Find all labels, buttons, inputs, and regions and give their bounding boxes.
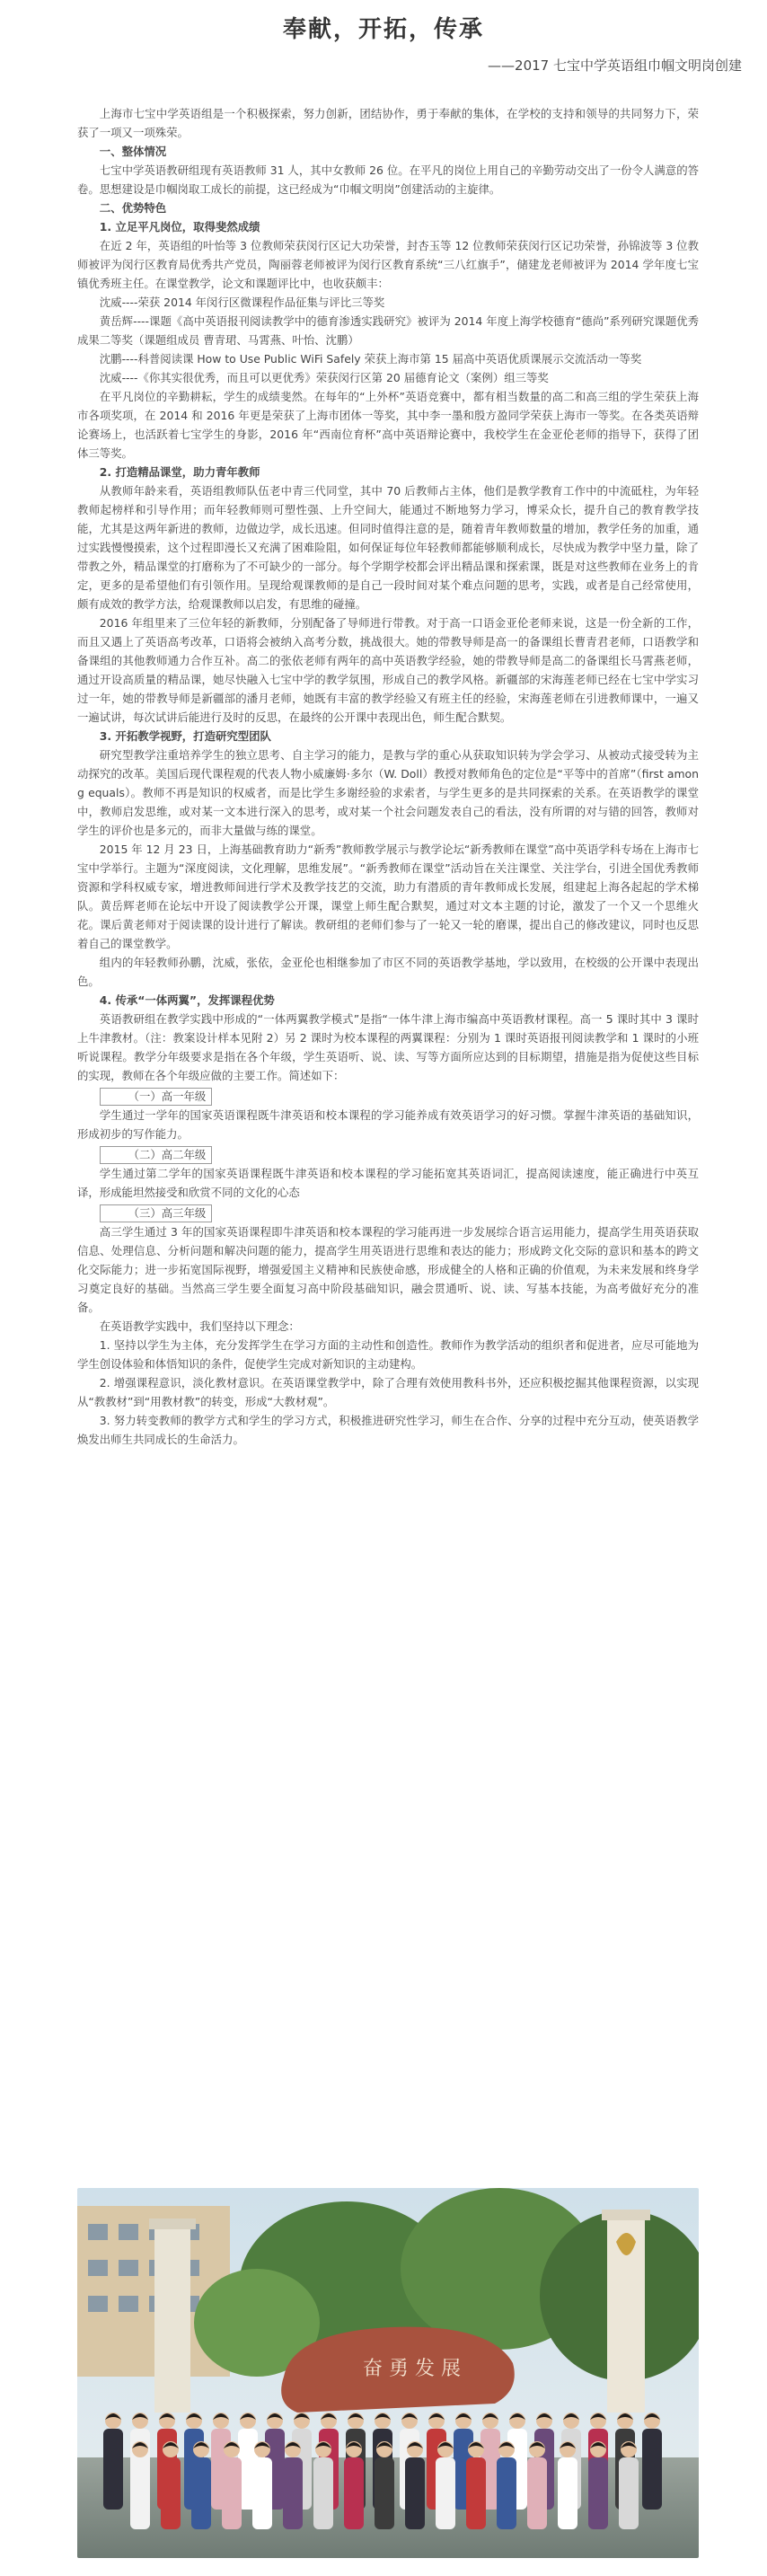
person-figure — [252, 2457, 272, 2529]
person-figure — [375, 2457, 394, 2529]
sub-heading: 1. 立足平凡岗位，取得斐然成绩 — [99, 220, 260, 234]
paragraph: 研究型教学注重培养学生的独立思考、自主学习的能力，是教与学的重心从获取知识转为学会学习、从被动式接受转为主动探究的改革。美国后现代课程观的代表人物小威廉姆·多尔（W. Doll）教授对教师角色的定位是“平等中的首席”（first among equals）。教师不再是知识的权威者，而是比学生多谢经验的求索者，与学生更多的是共同探索的关系。在英语教学的课堂中，教师启发思维，或对某一文本进行深入的思考，或对某一个社会问题发表自己的看法，没有所谓的对与错的回答，教师对学生的评价也是多元的，而非大量做与练的课堂。 — [77, 748, 699, 837]
paragraph: 沈威----荣获 2014 年闵行区微课程作品征集与评比三等奖 — [99, 296, 385, 309]
paragraph: 在平凡岗位的辛勤耕耘，学生的成绩斐然。在每年的“上外杯”英语竞赛中，都有相当数量的高二和高三组的学生荣获上海市各项奖项，在 2014 和 2016 年更是荣获了上海市团体一等奖，其中李一墨和殷方盈同学荣获上海市一等奖。在各类英语辩论赛场上，也活跃着七宝学生的身影，2016 年“西南位育杯”高中英语辩论赛中，我校学生在金亚伦老师的指导下，获得了团体三等奖。 — [77, 390, 699, 460]
paragraph: 沈鹏----科普阅读课 How to Use Public WiFi Safely 荣获上海市第 15 届高中英语优质课展示交流活动一等奖 — [99, 352, 642, 366]
paragraph: 高三学生通过 3 年的国家英语课程即牛津英语和校本课程的学习能再进一步发展综合语言运用能力，提高学生用英语获取信息、处理信息、分析问题和解决问题的能力，提高学生用英语进行思维和表达的能力；形成跨文化交际的意识和基本的跨文化交际能力；进一步拓宽国际视野，增强爱国主义精神和民族使命感，形成健全的人格和正确的价值观，为未来发展和终身学习奠定良好的基础。当然高三学生要全面复习高中阶段基础知识，融会贯通听、说、读、写基本技能，为高考做好充分的准备。 — [77, 1225, 699, 1314]
paragraph: 在英语教学实践中，我们坚持以下理念： — [99, 1319, 300, 1333]
paragraph: 3. 努力转变教师的教学方式和学生的学习方式，积极推进研究性学习，师生在合作、分享的过程中充分互动，使英语教学焕发出师生共同成长的生命活力。 — [77, 1414, 699, 1446]
person-figure — [283, 2457, 303, 2529]
group-photo-illustration — [77, 2188, 699, 2558]
person-figure — [436, 2457, 455, 2529]
person-figure — [588, 2457, 608, 2529]
sub-heading: 4. 传承“一体两翼”，发挥课程优势 — [99, 993, 275, 1007]
person-figure — [344, 2457, 364, 2529]
person-figure — [527, 2457, 547, 2529]
article-title: 奉献，开拓，传承 — [282, 16, 484, 43]
paragraph: 英语教研组在教学实践中形成的“一体两翼教学模式”是指“一体牛津上海市编高中英语教材课程。高一 5 课时其中 3 课时上牛津教材。（注：教案设计样本见附 2）另 2 课时为校本课程的两翼课程：分别为 1 课时英语报刊阅读教学和 1 课时的小班听说课程。教学分年级要求是指在各个年级，学生英语听、说、读、写等方面所应达到的目标期望，措施是指为促使这些目标的实现，教师在各个年级应做的主要工作。简述如下： — [77, 1012, 699, 1082]
paragraph: 组内的年轻教师孙鹏，沈威，张依，金亚伦也相继参加了市区不同的英语教学基地，学以致用，在校级的公开课中表现出色。 — [77, 956, 699, 988]
person-figure — [619, 2457, 639, 2529]
paragraph: 2. 增强课程意识，淡化教材意识。在英语课堂教学中，除了合理有效使用教科书外，还应积极挖掘其他课程资源，以实现从“教教材”到“用教材教”的转变，形成“大教材观”。 — [77, 1376, 699, 1408]
person-figure — [558, 2457, 577, 2529]
paragraph: 1. 坚持以学生为主体，充分发挥学生在学习方面的主动性和创造性。教师作为教学活动的组织者和促进者，应尽可能地为学生创设体验和体悟知识的条件，促使学生完成对新知识的主动建构。 — [77, 1338, 699, 1371]
person-figure — [191, 2457, 211, 2529]
grade-heading: （一）高一年级 — [100, 1088, 213, 1106]
person-figure — [130, 2457, 150, 2529]
paragraph: 上海市七宝中学英语组是一个积极探索，努力创新，团结协作，勇于奉献的集体，在学校的支持和领导的共同努力下，荣获了一项又一项殊荣。 — [77, 107, 699, 139]
paragraph: 在近 2 年，英语组的叶怡等 3 位教师荣获闵行区记大功荣誉，封杏玉等 12 位教师荣获闵行区记功荣誉，孙锦波等 3 位教师被评为闵行区教育局优秀共产党员，陶丽蓉老师被评为闵行区教育系统“三八红旗手”，储建龙老师被评为 2014 学年度七宝镇优秀班主任。在课堂教学，论文和课题评比中，也收获颇丰： — [77, 239, 699, 290]
grade-heading: （三）高三年级 — [100, 1204, 213, 1222]
person-figure — [313, 2457, 333, 2529]
grade-heading: （二）高二年级 — [100, 1146, 213, 1164]
sub-heading: 2. 打造精品课堂，助力青年教师 — [99, 465, 260, 479]
article-subtitle: ——2017 七宝中学英语组巾帼文明岗创建 — [488, 57, 742, 74]
group-photo — [77, 2188, 699, 2558]
text-block-1 — [77, 104, 699, 1449]
person-figure — [405, 2457, 425, 2529]
paragraph: 从教师年龄来看，英语组教师队伍老中青三代同堂，其中 70 后教师占主体，他们是教学教育工作中的中流砥柱，为年轻教师起榜样和引导作用；而年轻教师则可塑性强、上升空间大，能通过不断地努力学习，博采众长，提升自己的教育教学技能，尤其是这两年新进的教师，边做边学，成长迅速。但同时值得注意的是，随着青年教师数量的增加，教学任务的加重，通过实践慢慢摸索，这个过程即漫长又充满了困难险阻，如何保证每位年轻教师都能够顺利成长，尽快成为教学中坚力量，除了带教之外，精品课堂的打磨称为了不可缺少的一部分。每个学期学校都会评出精品课和探索课，既是对这些教师在业务上的肯定，更多的是希望他们有引领作用。呈现给观课教师的是自己一段时间对某个难点问题的思考，实践，或者是自己经常使用，颇有成效的教学方法，给观课教师以启发，有思维的碰撞。 — [77, 484, 699, 611]
section-heading: 一、整体情况 — [99, 145, 167, 158]
person-figure — [222, 2457, 242, 2529]
paragraph: 学生通过一学年的国家英语课程既牛津英语和校本课程的学习能养成有效英语学习的好习惯。掌握牛津英语的基础知识，形成初步的写作能力。 — [77, 1108, 699, 1141]
person-figure — [161, 2457, 181, 2529]
paragraph: 学生通过第二学年的国家英语课程既牛津英语和校本课程的学习能拓宽其英语词汇，提高阅读速度，能正确进行中英互译，形成能坦然接受和欣赏不同的文化的心态 — [77, 1167, 699, 1199]
paragraph: 黄岳辉----课题《高中英语报刊阅读教学中的德育渗透实践研究》被评为 2014 年度上海学校德育“德尚”系列研究课题优秀成果二等奖（课题组成员 曹青珺、马霄燕、叶怡、沈鹏） — [77, 314, 699, 347]
paragraph: 七宝中学英语教研组现有英语教师 31 人，其中女教师 26 位。在平凡的岗位上用自己的辛勤劳动交出了一份令人满意的答卷。思想建设是巾帼岗取工成长的前提，这已经成为“巾帼文明岗”创建活动的主旋律。 — [77, 163, 699, 196]
section-heading: 二、优势特色 — [99, 201, 167, 215]
sub-heading: 3. 开拓教学视野，打造研究型团队 — [99, 729, 271, 743]
person-figure — [466, 2457, 486, 2529]
paragraph: 2015 年 12 月 23 日，上海基础教育助力“新秀”教师教学展示与教学论坛“新秀教师在课堂”高中英语学科专场在上海市七宝中学举行。主题为“深度阅读，文化理解，思维发展”。“新秀教师在课堂”活动旨在关注课堂、关注学台，引进全国优秀教师资源和学科权威专家，增进教师间进行学术及教学技艺的交流，助力有潜质的青年教师成长发展，组建起上海各起起的学术梯队。黄岳辉老师在论坛中开设了阅读教学公开课，课堂上师生配合默契，通过对文本主题的讨论，激发了一个又一个思维火花。课后黄老师对于阅读课的设计进行了解读。教研组的老师们参与了一轮又一轮的磨课，提出自己的修改建议，同时也反思着自己的课堂教学。 — [77, 842, 699, 950]
person-figure — [642, 2429, 662, 2510]
paragraph: 2016 年组里来了三位年轻的新教师，分别配备了导师进行带教。对于高一口语金亚伦老师来说，这是一份全新的工作，而且又遇上了英语高考改革，口语将会被纳入高考分数，挑战很大。她的带教导师是高一的备课组长曹青君老师，口语教学和备课组的其他教师通力合作互补。高二的张依老师有两年的高中英语教学经验，她的带教导师是高二的备课组长马霄燕老师，通过开设高质量的精品课，她尽快融入七宝中学的教学氛围，形成自己的教学风格。新疆部的宋海莲老师已经在七宝中学实习过一年，她的带教导师是新疆部的潘月老师，她既有丰富的教学经验又有班主任的经验，宋海莲老师在引进教师课中，一遍又一遍试讲，每次试讲后能进行及时的反思，在最终的公开课中表现出色，师生配合默契。 — [77, 616, 699, 724]
person-figure — [497, 2457, 516, 2529]
person-figure — [103, 2429, 123, 2510]
paragraph: 沈威----《你其实很优秀，而且可以更优秀》荣获闵行区第 20 届德育论文（案例）组三等奖 — [99, 371, 549, 384]
rock-inscription: 奋 勇 发 展 — [363, 2358, 461, 2380]
